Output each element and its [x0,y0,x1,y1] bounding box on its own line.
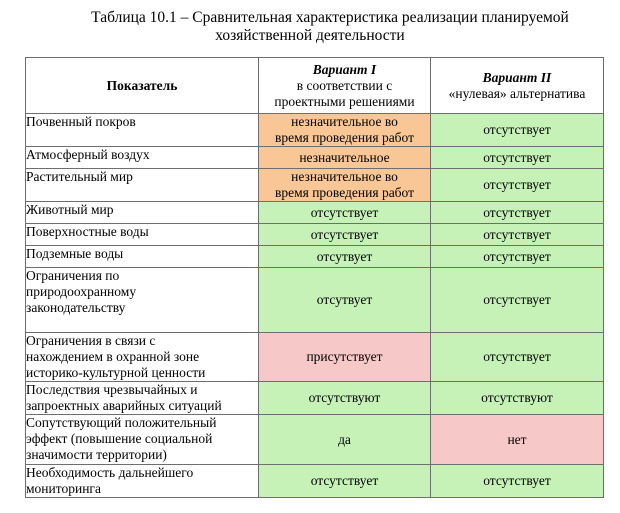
variant-1-value-line: отсутствует [310,473,379,488]
table-caption [0,9,620,45]
variant-2-title: Вариант II [482,69,552,85]
indicator-label-line: Почвенный покров [26,114,136,129]
table-row [26,147,604,169]
table-body [26,114,604,498]
indicator-label-line: Поверхностные воды [26,224,149,239]
comparison-table [25,57,604,498]
indicator-cell [26,224,259,246]
indicator-label-line: эффект (повышение социальной [26,431,213,446]
indicator-cell [26,169,259,202]
variant-2-cell [431,147,604,169]
caption-line-1: Таблица 10.1 – Сравнительная характеристика реализации планируемой [91,9,569,26]
variant-1-value-line: отсутствуют [308,390,381,405]
indicator-label-line: Последствия чрезвычайных и [26,382,198,397]
caption-line-2: хозяйственной деятельности [215,27,405,44]
table-row [26,415,604,465]
variant-2-value: отсутствуют [481,390,553,405]
table-row [26,465,604,498]
indicator-label-line: Атмосферный воздух [26,147,150,162]
indicator-label-line: запроектных аварийных ситуаций [26,398,222,413]
table-row [26,169,604,202]
table-row [26,224,604,246]
variant-1-value-line: время проведения работ [274,185,415,200]
indicator-label-line: значимости территории) [26,447,167,462]
indicator-label-line: Растительный мир [26,169,133,184]
table-row [26,114,604,147]
variant-1-cell [259,382,431,415]
variant-1-value-line: отсутствует [310,204,379,220]
variant-1-title: Вариант I [312,61,377,77]
variant-1-value-line: отсутствует [310,226,379,242]
variant-2-value: отсутствует [483,149,551,165]
variant-1-cell [259,114,431,147]
indicator-label-line: мониторинга [26,481,101,496]
variant-2-value: отсутствует [483,248,551,264]
table-row [26,382,604,415]
variant-1-cell [259,246,431,268]
variant-1-cell [259,147,431,169]
indicator-cell [26,114,259,147]
header-variant-1 [259,58,431,114]
variant-2-value: отсутствует [483,292,551,307]
indicator-cell [26,465,259,498]
variant-1-cell [259,169,431,202]
indicator-label-line: законодательству [26,300,126,315]
table-row [26,202,604,224]
indicator-label-line: историко-культурной ценности [26,365,206,380]
table-row [26,333,604,382]
variant-1-value-line: отсутвует [316,248,373,264]
indicator-label-line: природоохранному [26,284,137,299]
variant-2-sub: «нулевая» альтернатива [448,85,586,101]
indicator-label-line: Сопутствующий положительный [26,415,217,430]
header-variant-2 [431,58,604,114]
variant-2-value: отсутствует [483,204,551,220]
indicator-label-line: Животный мир [26,202,114,217]
variant-1-sub-1: в соответствии с [296,77,393,93]
variant-1-cell [259,224,431,246]
variant-2-cell [431,382,604,415]
variant-2-cell [431,224,604,246]
variant-1-value-line: время проведения работ [274,130,415,145]
variant-1-value-line: да [338,431,351,447]
indicator-label-line: Подземные воды [26,246,124,261]
header-indicator [26,58,259,114]
indicator-cell [26,333,259,382]
variant-2-cell [431,415,604,465]
variant-2-cell [431,202,604,224]
variant-2-cell [431,465,604,498]
variant-2-value: отсутствует [483,473,551,488]
variant-2-value: нет [507,431,527,447]
indicator-cell [26,202,259,224]
variant-1-cell [259,465,431,498]
variant-2-cell [431,114,604,147]
variant-2-cell [431,246,604,268]
variant-1-value-line: незначительное [299,149,390,165]
indicator-cell [26,415,259,465]
variant-1-cell [259,202,431,224]
indicator-cell [26,147,259,169]
variant-1-cell [259,268,431,333]
variant-1-cell [259,415,431,465]
indicator-label-line: Ограничения по [26,268,120,283]
table-row [26,268,604,333]
variant-2-value: отсутствует [483,177,551,192]
variant-2-value: отсутствует [483,226,551,242]
indicator-label-line: Необходимость дальнейшего [26,465,194,480]
header-row [26,58,604,114]
variant-2-cell [431,268,604,333]
variant-1-value-line: отсутвует [316,292,373,307]
indicator-cell [26,268,259,333]
variant-2-cell [431,169,604,202]
variant-2-value: отсутствует [483,122,551,137]
indicator-label-line: нахождением в охранной зоне [26,349,200,364]
variant-1-cell [259,333,431,382]
table-row [26,246,604,268]
variant-1-value-line: незначительное во [291,114,398,129]
indicator-cell [26,246,259,268]
variant-1-value-line: незначительное во [291,169,398,184]
variant-1-value-line: присутствует [306,349,383,364]
indicator-cell [26,382,259,415]
variant-1-sub-2: проектными решениями [274,93,415,109]
variant-2-cell [431,333,604,382]
indicator-label-line: Ограничения в связи с [26,333,156,348]
variant-2-value: отсутствует [483,349,551,364]
header-indicator-label: Показатель [106,77,178,93]
